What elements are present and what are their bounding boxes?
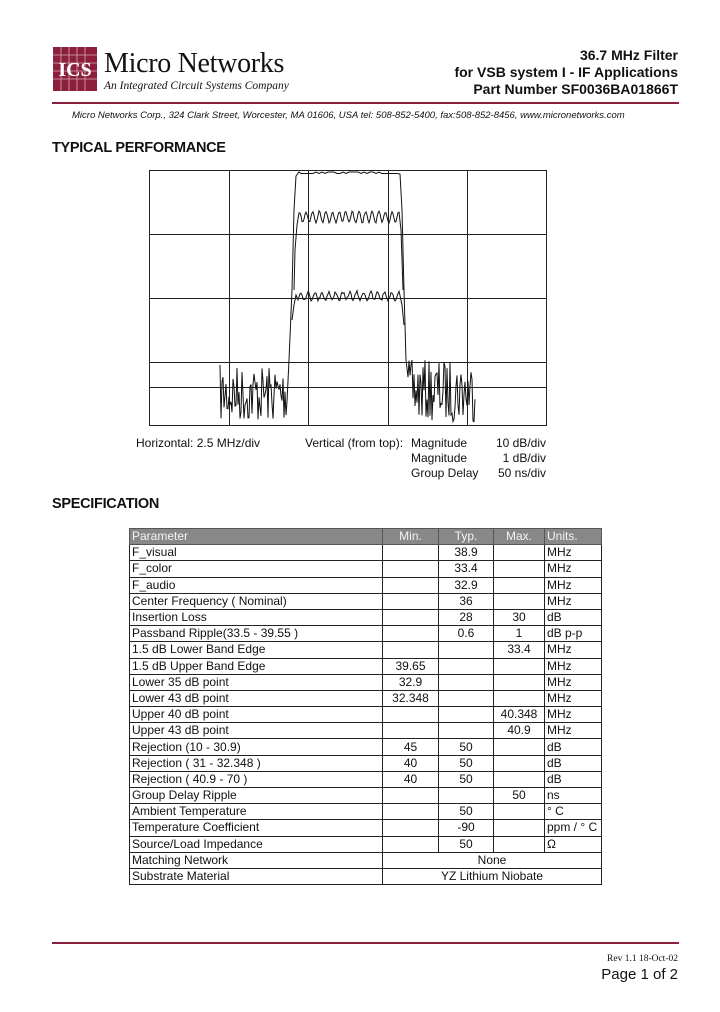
horizontal-scale: Horizontal: 2.5 MHz/div: [136, 436, 261, 450]
table-cell: MHz: [545, 723, 602, 739]
table-cell: 36: [439, 593, 494, 609]
table-row: [130, 609, 602, 625]
table-cell: dB: [545, 739, 602, 755]
table-cell: [383, 836, 439, 852]
table-row: [130, 626, 602, 642]
table-cell: [439, 674, 494, 690]
table-cell: F_visual: [130, 545, 383, 561]
table-cell: MHz: [545, 674, 602, 690]
company-address: Micro Networks Corp., 324 Clark Street, Worcester, MA 01606, USA tel: 508-852-5400, fax:508-852-8456, www.micronetworks.com: [72, 110, 625, 121]
table-cell: MHz: [545, 642, 602, 658]
table-cell: ns: [545, 788, 602, 804]
table-cell: [383, 642, 439, 658]
table-cell: 38.9: [439, 545, 494, 561]
company-name: Micro Networks: [104, 48, 285, 79]
table-cell: [383, 561, 439, 577]
table-cell: [494, 561, 545, 577]
column-header: Units.: [545, 529, 602, 545]
table-cell: [494, 690, 545, 706]
table-cell: Rejection ( 40.9 - 70 ): [130, 771, 383, 787]
table-cell: [383, 804, 439, 820]
table-cell: dB p-p: [545, 626, 602, 642]
table-cell: Rejection (10 - 30.9): [130, 739, 383, 755]
table-cell: YZ Lithium Niobate: [383, 868, 602, 884]
table-cell: ppm / ° C: [545, 820, 602, 836]
table-row: [130, 788, 602, 804]
table-row: [130, 561, 602, 577]
table-cell: 50: [439, 771, 494, 787]
table-cell: dB: [545, 609, 602, 625]
table-cell: Substrate Material: [130, 868, 383, 884]
table-cell: Lower 43 dB point: [130, 690, 383, 706]
table-cell: [494, 836, 545, 852]
table-cell: [494, 593, 545, 609]
table-cell: [383, 626, 439, 642]
table-cell: Lower 35 dB point: [130, 674, 383, 690]
logo-text: ICS: [58, 59, 92, 81]
table-row: [130, 593, 602, 609]
table-cell: [494, 755, 545, 771]
table-cell: 50: [439, 739, 494, 755]
table-cell: [494, 771, 545, 787]
table-cell: None: [383, 852, 602, 868]
table-cell: [439, 788, 494, 804]
table-cell: [383, 788, 439, 804]
table-cell: Passband Ripple(33.5 - 39.55 ): [130, 626, 383, 642]
table-cell: 33.4: [494, 642, 545, 658]
table-cell: [383, 593, 439, 609]
table-cell: [439, 690, 494, 706]
title-line-1: 36.7 MHz Filter: [579, 47, 678, 63]
table-row: [130, 868, 602, 884]
table-cell: [494, 804, 545, 820]
performance-chart: [149, 170, 548, 430]
table-cell: dB: [545, 771, 602, 787]
table-cell: 32.9: [383, 674, 439, 690]
table-cell: 50: [439, 755, 494, 771]
table-cell: Group Delay Ripple: [130, 788, 383, 804]
table-cell: Center Frequency ( Nominal): [130, 593, 383, 609]
trace-3-name: Group Delay: [411, 466, 479, 480]
table-cell: Upper 40 dB point: [130, 707, 383, 723]
table-row: [130, 771, 602, 787]
table-cell: [383, 820, 439, 836]
revision: Rev 1.1 18-Oct-02: [607, 954, 678, 964]
table-cell: Upper 43 dB point: [130, 723, 383, 739]
table-cell: F_color: [130, 561, 383, 577]
table-cell: Insertion Loss: [130, 609, 383, 625]
table-cell: 50: [439, 836, 494, 852]
table-cell: Ambient Temperature: [130, 804, 383, 820]
table-cell: Matching Network: [130, 852, 383, 868]
table-cell: [383, 577, 439, 593]
table-cell: [494, 739, 545, 755]
column-header: Min.: [383, 529, 439, 545]
table-cell: 28: [439, 609, 494, 625]
table-cell: 40: [383, 771, 439, 787]
table-cell: 50: [439, 804, 494, 820]
table-row: [130, 690, 602, 706]
table-cell: dB: [545, 755, 602, 771]
table-cell: ° C: [545, 804, 602, 820]
table-cell: [439, 723, 494, 739]
table-cell: 1.5 dB Lower Band Edge: [130, 642, 383, 658]
table-row: [130, 707, 602, 723]
table-cell: [439, 658, 494, 674]
trace-3-scale: 50 ns/div: [497, 466, 546, 480]
table-row: [130, 820, 602, 836]
table-cell: MHz: [545, 561, 602, 577]
trace-magnitude-1db: [294, 211, 403, 290]
table-cell: Temperature Coefficient: [130, 820, 383, 836]
table-row: [130, 577, 602, 593]
table-row: [130, 836, 602, 852]
table-cell: 0.6: [439, 626, 494, 642]
table-cell: Rejection ( 31 - 32.348 ): [130, 755, 383, 771]
table-cell: 1: [494, 626, 545, 642]
table-row: [130, 674, 602, 690]
table-cell: [383, 545, 439, 561]
table-row: [130, 852, 602, 868]
table-cell: [383, 707, 439, 723]
table-cell: -90: [439, 820, 494, 836]
table-cell: MHz: [545, 577, 602, 593]
column-header: Max.: [494, 529, 545, 545]
specification-heading: SPECIFICATION: [52, 496, 160, 512]
column-header: Typ.: [439, 529, 494, 545]
table-row: [130, 804, 602, 820]
footer-rule: [52, 942, 679, 944]
typical-performance-heading: TYPICAL PERFORMANCE: [52, 140, 226, 156]
trace-2-scale: 1 dB/div: [502, 451, 546, 465]
table-cell: [383, 609, 439, 625]
table-row: [130, 545, 602, 561]
table-cell: Ω: [545, 836, 602, 852]
company-tagline: An Integrated Circuit Systems Company: [104, 80, 289, 92]
table-cell: Source/Load Impedance: [130, 836, 383, 852]
table-cell: 32.9: [439, 577, 494, 593]
page-number: Page 1 of 2: [601, 966, 678, 983]
table-row: [130, 755, 602, 771]
vertical-label: Vertical (from top):: [305, 436, 404, 450]
table-cell: 39.65: [383, 658, 439, 674]
specification-table: [129, 528, 602, 885]
table-row: [130, 658, 602, 674]
table-cell: [439, 642, 494, 658]
part-number: Part Number SF0036BA01866T: [473, 81, 678, 97]
trace-1-name: Magnitude: [411, 436, 468, 450]
table-cell: [494, 674, 545, 690]
header-rule: [52, 102, 679, 104]
company-logo: [53, 47, 97, 91]
trace-2-name: Magnitude: [411, 451, 468, 465]
table-header-row: [130, 529, 602, 545]
table-cell: [494, 577, 545, 593]
table-cell: 33.4: [439, 561, 494, 577]
column-header: Parameter: [130, 529, 383, 545]
table-cell: 45: [383, 739, 439, 755]
title-line-2: for VSB system I - IF Applications: [454, 64, 678, 80]
table-cell: MHz: [545, 545, 602, 561]
table-cell: MHz: [545, 593, 602, 609]
table-cell: MHz: [545, 707, 602, 723]
table-row: [130, 723, 602, 739]
table-cell: MHz: [545, 658, 602, 674]
table-cell: MHz: [545, 690, 602, 706]
table-cell: 50: [494, 788, 545, 804]
table-cell: 40: [383, 755, 439, 771]
trace-1-scale: 10 dB/div: [495, 436, 546, 450]
table-row: [130, 642, 602, 658]
table-cell: 32.348: [383, 690, 439, 706]
table-cell: [494, 658, 545, 674]
table-cell: [494, 820, 545, 836]
table-cell: 40.9: [494, 723, 545, 739]
table-cell: [383, 723, 439, 739]
table-row: [130, 739, 602, 755]
table-cell: 40.348: [494, 707, 545, 723]
table-cell: 1.5 dB Upper Band Edge: [130, 658, 383, 674]
table-cell: F_audio: [130, 577, 383, 593]
table-cell: [439, 707, 494, 723]
table-cell: [494, 545, 545, 561]
table-cell: 30: [494, 609, 545, 625]
